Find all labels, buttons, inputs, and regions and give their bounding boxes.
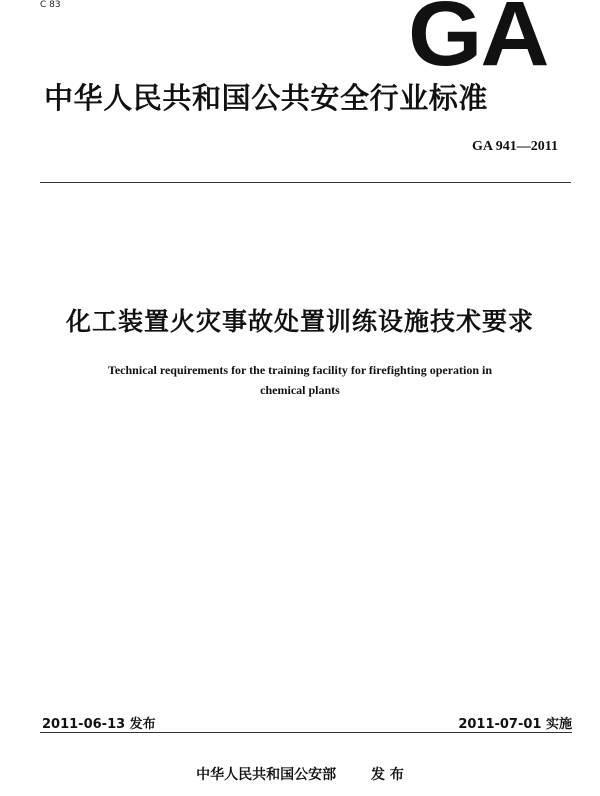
classification-code: C 83 (40, 0, 61, 10)
ga-logo: GA (408, 0, 548, 85)
document-title: 化工装置火灾事故处置训练设施技术要求 (65, 307, 534, 336)
issuer-action: 发 布 (371, 767, 404, 783)
english-title (40, 360, 560, 400)
top-divider (40, 182, 571, 183)
issue-date: 2011-06-13 发布 (42, 717, 156, 732)
standard-number: GA 941—2011 (472, 139, 558, 154)
implementation-date: 2011-07-01 实施 (458, 717, 572, 732)
english-title-line-1: Technical requirements for the training facility for firefighting operation in (107, 363, 493, 377)
bottom-divider (40, 732, 572, 733)
issuer-line (0, 764, 600, 784)
english-title-line-2: chemical plants (260, 383, 340, 397)
issuer-name: 中华人民共和国公安部 (196, 767, 337, 783)
standard-category-title: 中华人民共和国公共安全行业标准 (44, 81, 489, 115)
